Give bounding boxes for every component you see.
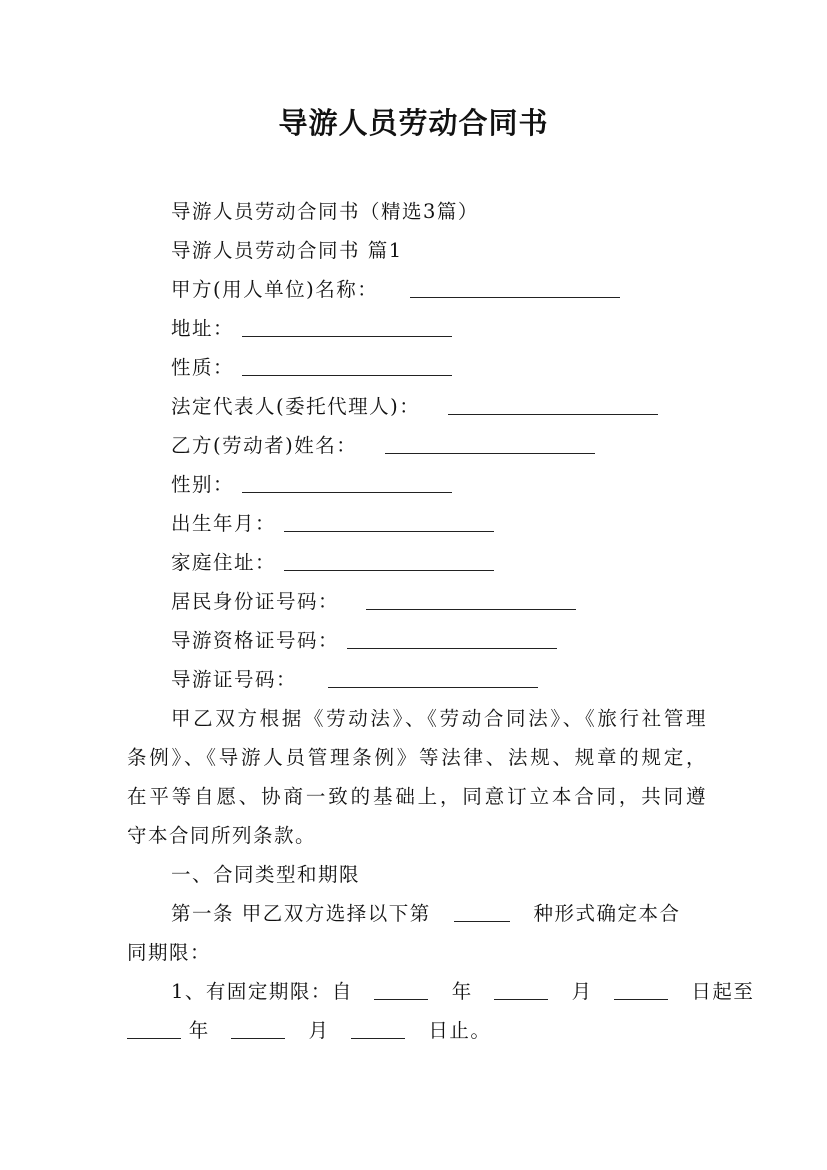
guide-license-row: [127, 660, 707, 699]
birth-blank[interactable]: [284, 508, 494, 532]
start-month-blank[interactable]: [494, 976, 548, 1000]
article-1-choice-blank[interactable]: [454, 898, 510, 922]
id-number-blank[interactable]: [366, 586, 576, 610]
nature-blank[interactable]: [242, 352, 452, 376]
end-day-label: 日止。: [428, 1019, 492, 1042]
intro-line-4: 守本合同所列条款。: [127, 824, 317, 847]
start-day-label: 日起至: [691, 980, 755, 1003]
intro-line-2: 条例》、《导游人员管理条例》等法律、法规、规章的规定，: [127, 746, 707, 769]
article-1-line-2: 同期限：: [127, 941, 212, 964]
id-number-row: [127, 582, 707, 621]
end-year-blank[interactable]: [127, 1015, 181, 1039]
address-blank[interactable]: [242, 313, 452, 337]
fixed-term-line-2: [127, 1011, 707, 1050]
start-day-blank[interactable]: [614, 976, 668, 1000]
gender-label: 性别：: [171, 473, 235, 496]
gender-row: [127, 465, 707, 504]
fixed-term-prefix: 1、有固定期限：自: [171, 980, 353, 1003]
intro-line-3: 在平等自愿、协商一致的基础上，同意订立本合同，共同遵: [127, 785, 707, 808]
id-number-label: 居民身份证号码：: [171, 590, 340, 613]
party-b-name-blank[interactable]: [385, 430, 595, 454]
party-a-name-label: 甲方(用人单位)名称：: [171, 278, 379, 301]
party-a-name-row: [127, 270, 707, 309]
document-body: [127, 192, 755, 1050]
legal-rep-row: [127, 387, 707, 426]
birth-label: 出生年月：: [171, 512, 277, 535]
intro-line-1: 甲乙双方根据《劳动法》、《劳动合同法》、《旅行社管理: [171, 707, 707, 730]
subtitle: 导游人员劳动合同书（精选3篇）: [171, 200, 479, 223]
home-address-label: 家庭住址：: [171, 551, 277, 574]
gender-blank[interactable]: [242, 469, 452, 493]
article-1-text-b: 种形式确定本合: [533, 902, 681, 925]
document-title: 导游人员劳动合同书: [278, 106, 549, 140]
start-year-label: 年: [451, 980, 473, 1003]
end-year-label: 年: [188, 1019, 210, 1042]
party-a-name-blank[interactable]: [410, 274, 620, 298]
nature-row: [127, 348, 707, 387]
guide-license-label: 导游证号码：: [171, 668, 298, 691]
guide-qualification-blank[interactable]: [347, 625, 557, 649]
start-month-label: 月: [571, 980, 593, 1003]
legal-rep-blank[interactable]: [448, 391, 658, 415]
address-row: [127, 309, 707, 348]
party-b-name-row: [127, 426, 707, 465]
chapter-1-heading: 一、合同类型和期限: [171, 863, 361, 886]
fixed-term-line-1: [127, 972, 755, 1011]
article-1-text-a: 第一条 甲乙双方选择以下第: [171, 902, 431, 925]
guide-qualification-row: [127, 621, 707, 660]
end-day-blank[interactable]: [351, 1015, 405, 1039]
section-heading: 导游人员劳动合同书 篇1: [171, 239, 403, 262]
birth-row: [127, 504, 707, 543]
end-month-label: 月: [308, 1019, 330, 1042]
guide-license-blank[interactable]: [328, 664, 538, 688]
home-address-blank[interactable]: [284, 547, 494, 571]
end-month-blank[interactable]: [231, 1015, 285, 1039]
nature-label: 性质：: [171, 356, 235, 379]
address-label: 地址：: [171, 317, 235, 340]
guide-qualification-label: 导游资格证号码：: [171, 629, 340, 652]
home-address-row: [127, 543, 707, 582]
legal-rep-label: 法定代表人(委托代理人)：: [171, 395, 421, 418]
party-b-name-label: 乙方(劳动者)姓名：: [171, 434, 358, 457]
start-year-blank[interactable]: [374, 976, 428, 1000]
article-1-line-1: [127, 894, 707, 933]
